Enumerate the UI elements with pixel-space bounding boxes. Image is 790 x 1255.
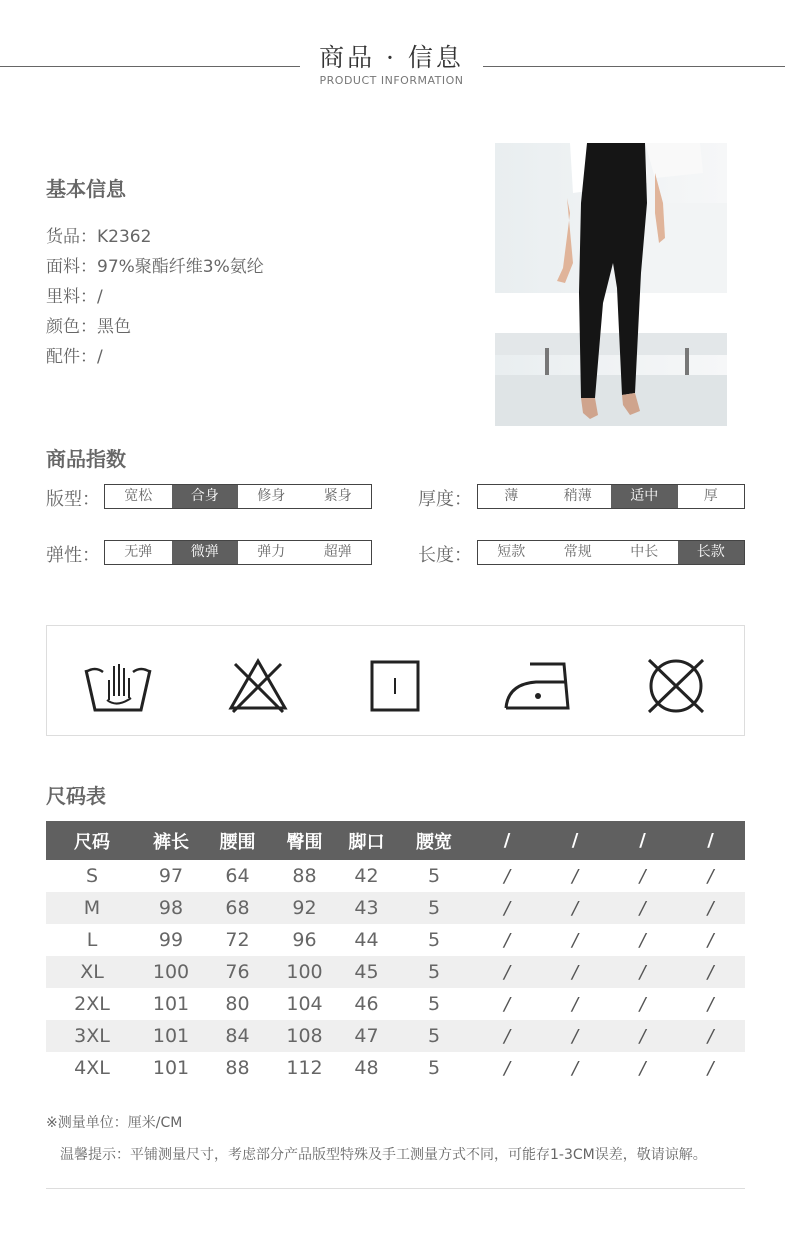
table-cell: 5 xyxy=(427,1025,441,1047)
index-option-selected: 合身 xyxy=(172,485,239,508)
table-cell: 97 xyxy=(158,865,184,887)
table-cell: 99 xyxy=(158,929,184,951)
table-cell: / xyxy=(707,961,714,983)
section-header-title: 商品 · 信息 xyxy=(319,43,464,72)
index-option-selected: 微弹 xyxy=(172,541,239,564)
table-cell: 3XL xyxy=(74,1025,110,1047)
index-option-selected: 适中 xyxy=(611,485,678,508)
measurement-unit-note: ※测量单位：厘米/CM xyxy=(46,1115,183,1131)
table-cell: 100 xyxy=(152,961,190,983)
table-cell: / xyxy=(639,961,646,983)
info-value: / xyxy=(97,287,103,307)
table-cell: / xyxy=(503,1057,511,1079)
table-cell: 76 xyxy=(225,961,250,983)
table-cell: 64 xyxy=(225,865,250,887)
basic-info-title: 基本信息 xyxy=(46,177,126,201)
table-cell: / xyxy=(639,865,646,887)
table-cell: / xyxy=(639,929,646,951)
size-table-header-cell: / xyxy=(571,830,579,851)
product-photo xyxy=(495,143,727,426)
table-cell: 108 xyxy=(286,1025,323,1047)
info-label: 里料： xyxy=(46,287,97,307)
table-cell: 88 xyxy=(225,1057,250,1079)
size-table-header-cell: 腰宽 xyxy=(416,831,452,853)
table-row xyxy=(46,860,745,892)
index-option: 厚 xyxy=(703,488,718,504)
table-cell: 45 xyxy=(354,961,379,983)
table-cell: 84 xyxy=(225,1025,250,1047)
size-table-header-cell: 腰围 xyxy=(219,831,256,853)
size-table-header-cell: / xyxy=(707,830,714,851)
table-cell: 5 xyxy=(427,993,441,1015)
index-option: 紧身 xyxy=(323,488,352,504)
table-cell: / xyxy=(571,961,579,983)
size-table-body xyxy=(46,860,745,1084)
info-label: 面料： xyxy=(46,257,97,277)
no-bleach-icon xyxy=(223,656,293,716)
product-index-title: 商品指数 xyxy=(46,447,126,471)
table-cell: / xyxy=(571,897,579,919)
size-table-header-cell: 臀围 xyxy=(286,831,323,853)
table-cell: 44 xyxy=(354,929,379,951)
table-row xyxy=(46,924,745,956)
table-cell: L xyxy=(86,929,98,951)
index-option: 中长 xyxy=(630,544,659,560)
index-label-thickness: 厚度： xyxy=(418,489,472,510)
table-cell: 48 xyxy=(354,1057,379,1079)
table-cell: / xyxy=(571,865,579,887)
table-cell: / xyxy=(707,1057,714,1079)
info-row-accessories xyxy=(46,342,103,367)
table-cell: 68 xyxy=(225,897,250,919)
table-cell: / xyxy=(503,961,511,983)
table-cell: 5 xyxy=(427,929,441,951)
table-cell: / xyxy=(571,993,579,1015)
table-cell: / xyxy=(503,1025,511,1047)
info-value: K2362 xyxy=(97,227,152,247)
table-cell: 4XL xyxy=(74,1057,110,1079)
table-cell: 101 xyxy=(152,993,190,1015)
table-cell: / xyxy=(503,897,511,919)
index-bar-elasticity xyxy=(104,540,372,565)
index-bar-length xyxy=(477,540,745,565)
table-cell: / xyxy=(707,897,714,919)
table-cell: / xyxy=(707,1025,714,1047)
table-cell: 100 xyxy=(286,961,323,983)
table-cell: XL xyxy=(80,961,104,983)
table-cell: 2XL xyxy=(74,993,110,1015)
table-row xyxy=(46,956,745,988)
dry-flat-icon xyxy=(360,656,430,716)
size-table-header-cell: 裤长 xyxy=(153,831,189,853)
table-cell: 98 xyxy=(158,897,184,919)
table-cell: 46 xyxy=(354,993,379,1015)
table-row xyxy=(46,892,745,924)
info-value: / xyxy=(97,347,103,367)
index-label-fit: 版型： xyxy=(46,489,100,510)
info-label: 配件： xyxy=(46,347,97,367)
table-row xyxy=(46,988,745,1020)
table-cell: 42 xyxy=(354,865,379,887)
index-label-length: 长度： xyxy=(418,545,472,566)
table-cell: 101 xyxy=(152,1057,190,1079)
index-option: 弹力 xyxy=(257,544,286,560)
index-option: 超弹 xyxy=(323,544,352,560)
size-table xyxy=(46,821,745,1084)
index-option: 薄 xyxy=(504,488,519,504)
index-option: 宽松 xyxy=(124,488,153,504)
section-header-subtitle: PRODUCT INFORMATION xyxy=(319,74,464,87)
size-table-header-cell: / xyxy=(503,830,511,851)
measurement-tip-note: 温馨提示：平铺测量尺寸，考虑部分产品版型特殊及手工测量方式不同，可能存1-3CM误差，敬请谅解。 xyxy=(60,1147,707,1163)
table-cell: 101 xyxy=(152,1025,190,1047)
size-table-title: 尺码表 xyxy=(46,784,106,808)
table-cell: / xyxy=(639,1057,646,1079)
index-option: 常规 xyxy=(563,544,592,560)
info-value: 97%聚酯纤维3%氨纶 xyxy=(97,257,264,277)
table-cell: / xyxy=(639,993,646,1015)
table-cell: 72 xyxy=(225,929,250,951)
table-cell: 80 xyxy=(225,993,250,1015)
table-cell: 92 xyxy=(292,897,317,919)
table-cell: / xyxy=(503,993,511,1015)
table-cell: 88 xyxy=(292,865,317,887)
info-row-lining xyxy=(46,282,103,307)
table-cell: / xyxy=(639,897,646,919)
table-cell: / xyxy=(503,865,511,887)
table-cell: / xyxy=(571,929,579,951)
index-bar-thickness xyxy=(477,484,745,509)
table-cell: / xyxy=(571,1057,579,1079)
info-label: 货品： xyxy=(46,227,97,247)
no-dry-clean-icon xyxy=(641,656,711,716)
info-row-item xyxy=(46,222,151,247)
header-rule-left xyxy=(0,66,300,67)
table-cell: / xyxy=(707,865,714,887)
table-cell: S xyxy=(85,865,99,887)
table-cell: 96 xyxy=(292,929,317,951)
table-cell: 5 xyxy=(427,865,441,887)
size-table-header-cell: / xyxy=(639,830,646,851)
table-cell: / xyxy=(503,929,511,951)
care-instructions-box xyxy=(46,625,745,736)
size-table-header-cell: 脚口 xyxy=(348,831,385,853)
table-cell: M xyxy=(83,897,101,919)
table-cell: 5 xyxy=(427,1057,441,1079)
index-bar-fit xyxy=(104,484,372,509)
header-rule-right xyxy=(483,66,785,67)
table-cell: 112 xyxy=(286,1057,323,1079)
index-option: 稍薄 xyxy=(563,488,592,504)
table-cell: / xyxy=(571,1025,579,1047)
table-cell: 43 xyxy=(354,897,379,919)
index-option: 无弹 xyxy=(124,544,153,560)
info-row-color xyxy=(46,312,131,337)
info-row-fabric xyxy=(46,252,264,277)
hand-wash-icon xyxy=(83,656,153,716)
info-label: 颜色： xyxy=(46,317,97,337)
table-cell: 104 xyxy=(286,993,323,1015)
iron-low-icon xyxy=(500,656,570,716)
table-cell: / xyxy=(707,929,714,951)
index-option: 修身 xyxy=(257,488,286,504)
table-cell: 5 xyxy=(427,897,441,919)
footer-divider xyxy=(46,1188,745,1189)
table-row xyxy=(46,1052,745,1084)
info-value: 黑色 xyxy=(97,317,131,337)
table-row xyxy=(46,1020,745,1052)
index-option-selected: 长款 xyxy=(678,541,745,564)
index-option: 短款 xyxy=(497,544,526,560)
size-table-header-cell: 尺码 xyxy=(74,831,110,853)
table-cell: / xyxy=(707,993,714,1015)
table-cell: 5 xyxy=(427,961,441,983)
table-cell: 47 xyxy=(354,1025,379,1047)
index-label-elasticity: 弹性： xyxy=(46,545,100,566)
table-cell: / xyxy=(639,1025,646,1047)
size-table-header xyxy=(46,821,745,860)
